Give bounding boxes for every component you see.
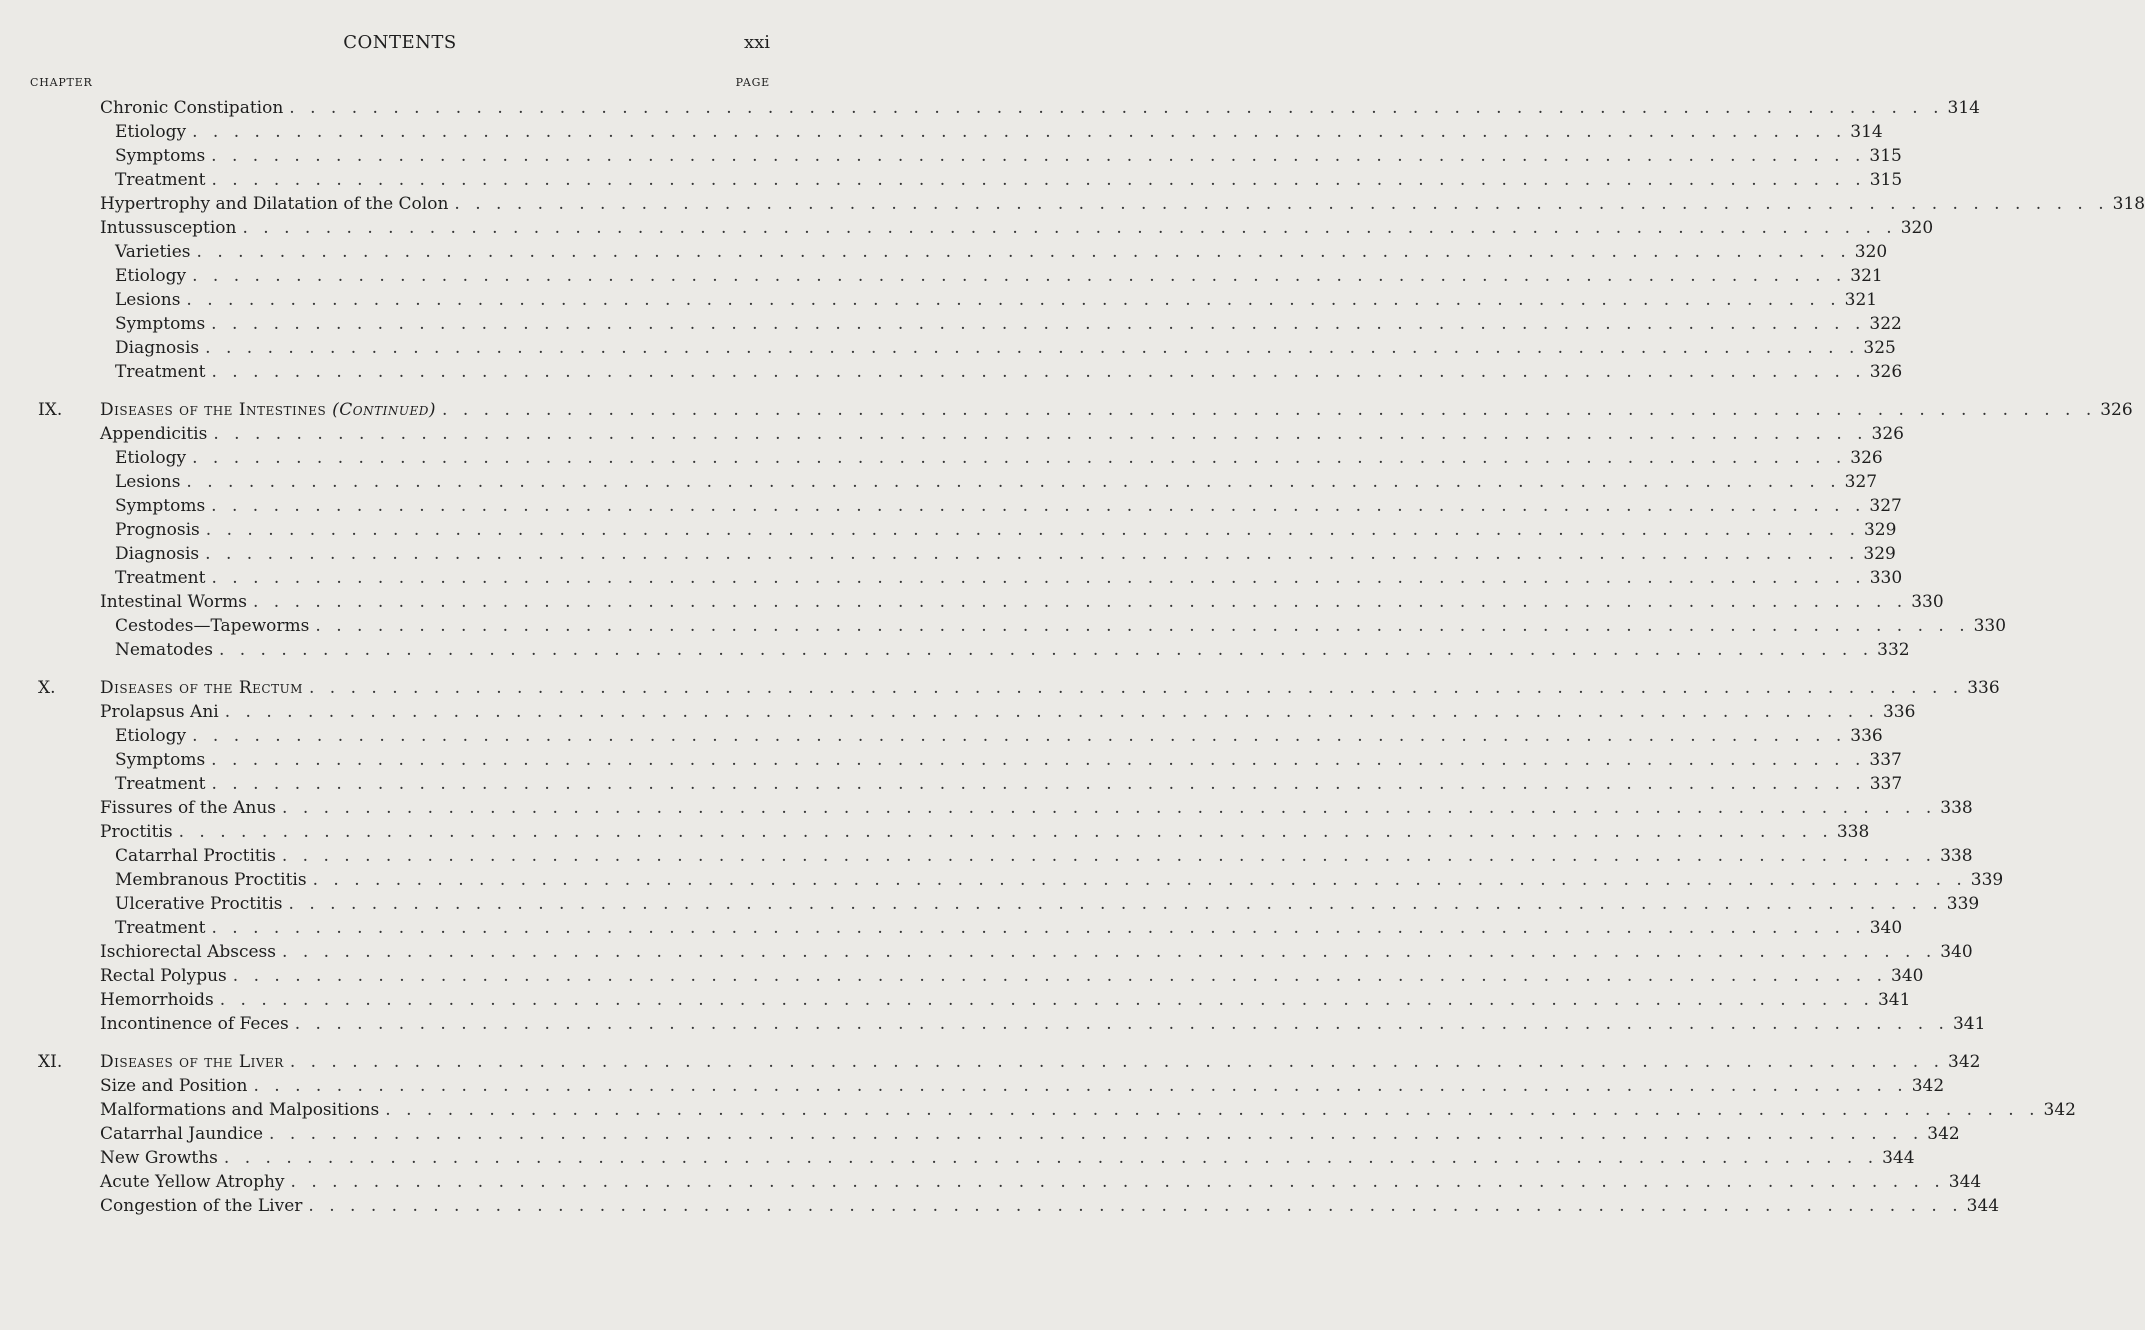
- chapter-note: (Continued): [332, 400, 437, 420]
- entry-page-number: 340: [1940, 942, 1973, 962]
- dot-leader: . . . . . . . . . . . . . . . . . . . . . . . . . . . . . . . . . . . . . . . . . . . . . . . . . . . . . . . . . . . . . . . . . . . . . . . . . . . . . . . .: [253, 1076, 1908, 1096]
- toc-entry: [115, 748, 1902, 772]
- dot-leader: . . . . . . . . . . . . . . . . . . . . . . . . . . . . . . . . . . . . . . . . . . . . . . . . . . . . . . . . . . . . . . . . . . . . . . . . . . . . . . . .: [211, 362, 1866, 382]
- chapter-number: X.: [38, 678, 56, 698]
- toc-entry: [100, 1012, 1986, 1036]
- subentry-row[interactable]: [0, 724, 1883, 748]
- subentry-row[interactable]: [0, 470, 1878, 494]
- entry-label: Prognosis: [115, 520, 200, 540]
- entry-row[interactable]: [0, 988, 1911, 1012]
- entry-page-number: 326: [1850, 448, 1883, 468]
- entry-page-number: 318: [2112, 194, 2145, 214]
- dot-leader: . . . . . . . . . . . . . . . . . . . . . . . . . . . . . . . . . . . . . . . . . . . . . . . . . . . . . . . . . . . . . . . . . . . . . . . . . . . . . . . .: [242, 218, 1897, 238]
- entry-row[interactable]: [0, 1012, 1986, 1036]
- dot-leader: . . . . . . . . . . . . . . . . . . . . . . . . . . . . . . . . . . . . . . . . . . . . . . . . . . . . . . . . . . . . . . . . . . . . . . . . . . . . . . . .: [454, 194, 2109, 214]
- dot-leader: . . . . . . . . . . . . . . . . . . . . . . . . . . . . . . . . . . . . . . . . . . . . . . . . . . . . . . . . . . . . . . . . . . . . . . . . . . . . . . . .: [315, 616, 1970, 636]
- toc-entry: [115, 120, 1883, 144]
- toc-entry: [100, 964, 1924, 988]
- dot-leader: . . . . . . . . . . . . . . . . . . . . . . . . . . . . . . . . . . . . . . . . . . . . . . . . . . . . . . . . . . . . . . . . . . . . . . . . . . . . . . . .: [288, 894, 1943, 914]
- entry-page-number: 325: [1863, 338, 1896, 358]
- subentry-row[interactable]: [0, 518, 1897, 542]
- entry-label: Lesions: [115, 472, 181, 492]
- dot-leader: . . . . . . . . . . . . . . . . . . . . . . . . . . . . . . . . . . . . . . . . . . . . . . . . . . . . . . . . . . . . . . . . . . . . . . . . . . . . . . . .: [205, 544, 1860, 564]
- entry-label: Rectal Polypus: [100, 966, 227, 986]
- group-spacer: [0, 662, 800, 676]
- entry-page-number: 341: [1877, 990, 1911, 1010]
- toc-entry: [115, 168, 1903, 192]
- entry-row[interactable]: [0, 216, 1934, 240]
- toc-entry: [100, 1194, 2000, 1218]
- subentry-row[interactable]: [0, 868, 2004, 892]
- toc-entry: [100, 796, 1973, 820]
- toc-entry: [115, 542, 1896, 566]
- entry-page-number: 314: [1850, 122, 1883, 142]
- chapter-title: Diseases of the Intestines (Continued): [100, 400, 437, 420]
- entry-page-number: 326: [1869, 362, 1903, 382]
- group-spacer: [0, 384, 800, 398]
- entry-label: Proctitis: [100, 822, 173, 842]
- entry-page-number: 337: [1869, 774, 1903, 794]
- entry-page-number: 342: [2043, 1100, 2076, 1120]
- entry-label: Treatment: [115, 774, 206, 794]
- entry-page-number: 337: [1869, 750, 1902, 770]
- subentry-row[interactable]: [0, 336, 1896, 360]
- dot-leader: . . . . . . . . . . . . . . . . . . . . . . . . . . . . . . . . . . . . . . . . . . . . . . . . . . . . . . . . . . . . . . . . . . . . . . . . . . . . . . . .: [223, 1148, 1879, 1168]
- chapter-entry: [100, 676, 2000, 700]
- entry-page-number: 322: [1869, 314, 1902, 334]
- dot-leader: . . . . . . . . . . . . . . . . . . . . . . . . . . . . . . . . . . . . . . . . . . . . . . . . . . . . . . . . . . . . . . . . . . . . . . . . . . . . . . . .: [211, 750, 1866, 770]
- dot-leader: . . . . . . . . . . . . . . . . . . . . . . . . . . . . . . . . . . . . . . . . . . . . . . . . . . . . . . . . . . . . . . . . . . . . . . . . . . . . . . . .: [224, 702, 1879, 722]
- entry-page-number: 321: [1844, 290, 1878, 310]
- subentry-row[interactable]: [0, 446, 1883, 470]
- toc-entry: [100, 940, 1973, 964]
- toc-entry: [115, 336, 1896, 360]
- toc-entry: [115, 772, 1903, 796]
- entry-page-number: 340: [1891, 966, 1924, 986]
- page-column-head: PAGE: [735, 76, 770, 89]
- toc-entry: [115, 614, 2007, 638]
- entry-label: Symptoms: [115, 146, 206, 166]
- entry-page-number: 330: [1911, 592, 1944, 612]
- dot-leader: . . . . . . . . . . . . . . . . . . . . . . . . . . . . . . . . . . . . . . . . . . . . . . . . . . . . . . . . . . . . . . . . . . . . . . . . . . . . . . . .: [290, 1172, 1945, 1192]
- entry-label: Nematodes: [115, 640, 213, 660]
- entry-label: Symptoms: [115, 750, 206, 770]
- dot-leader: . . . . . . . . . . . . . . . . . . . . . . . . . . . . . . . . . . . . . . . . . . . . . . . . . . . . . . . . . . . . . . . . . . . . . . . . . . . . . . . .: [289, 1052, 1945, 1072]
- dot-leader: . . . . . . . . . . . . . . . . . . . . . . . . . . . . . . . . . . . . . . . . . . . . . . . . . . . . . . . . . . . . . . . . . . . . . . . . . . . . . . . .: [211, 774, 1866, 794]
- entry-label: Treatment: [115, 170, 206, 190]
- entry-page-number: 344: [1948, 1172, 1982, 1192]
- dot-leader: . . . . . . . . . . . . . . . . . . . . . . . . . . . . . . . . . . . . . . . . . . . . . . . . . . . . . . . . . . . . . . . . . . . . . . . . . . . . . . . .: [178, 822, 1833, 842]
- page-title: CONTENTS: [343, 32, 457, 53]
- toc-entry: [115, 518, 1897, 542]
- toc-entry: [100, 192, 2145, 216]
- toc-entry: [100, 590, 1944, 614]
- toc-entry: [100, 820, 1870, 844]
- entry-page-number: 339: [1946, 894, 1980, 914]
- toc-entry: [100, 1146, 1915, 1170]
- entry-page-number: 315: [1869, 170, 1903, 190]
- table-of-contents: [0, 96, 2145, 1218]
- toc-entry: [115, 724, 1883, 748]
- dot-leader: . . . . . . . . . . . . . . . . . . . . . . . . . . . . . . . . . . . . . . . . . . . . . . . . . . . . . . . . . . . . . . . . . . . . . . . . . . . . . . . .: [282, 798, 1937, 818]
- chapter-number: IX.: [38, 400, 63, 420]
- entry-page-number: 338: [1940, 798, 1973, 818]
- entry-page-number: 314: [1947, 98, 1980, 118]
- subentry-row[interactable]: [0, 264, 1883, 288]
- toc-entry: [115, 916, 1903, 940]
- dot-leader: . . . . . . . . . . . . . . . . . . . . . . . . . . . . . . . . . . . . . . . . . . . . . . . . . . . . . . . . . . . . . . . . . . . . . . . . . . . . . . . .: [282, 942, 1937, 962]
- entry-page-number: 326: [1871, 424, 1904, 444]
- group-spacer: [0, 1036, 800, 1050]
- entry-label: Treatment: [115, 918, 206, 938]
- toc-entry: [100, 700, 1916, 724]
- chapter-entry: [100, 1050, 1981, 1074]
- entry-page-number: 341: [1952, 1014, 1986, 1034]
- subentry-row[interactable]: [0, 566, 1903, 590]
- chapter-title: Diseases of the Rectum: [100, 678, 303, 698]
- subentry-row[interactable]: [0, 844, 1973, 868]
- entry-label: Chronic Constipation: [100, 98, 284, 118]
- dot-leader: . . . . . . . . . . . . . . . . . . . . . . . . . . . . . . . . . . . . . . . . . . . . . . . . . . . . . . . . . . . . . . . . . . . . . . . . . . . . . . . .: [308, 678, 1964, 698]
- dot-leader: . . . . . . . . . . . . . . . . . . . . . . . . . . . . . . . . . . . . . . . . . . . . . . . . . . . . . . . . . . . . . . . . . . . . . . . . . . . . . . . .: [219, 990, 1874, 1010]
- entry-row[interactable]: [0, 940, 1973, 964]
- dot-leader: . . . . . . . . . . . . . . . . . . . . . . . . . . . . . . . . . . . . . . . . . . . . . . . . . . . . . . . . . . . . . . . . . . . . . . . . . . . . . . . .: [211, 496, 1866, 516]
- entry-label: Varieties: [115, 242, 191, 262]
- subentry-row[interactable]: [0, 312, 1902, 336]
- page-header: [0, 32, 800, 56]
- toc-entry: [100, 1122, 1960, 1146]
- entry-label: Diagnosis: [115, 544, 200, 564]
- entry-page-number: 336: [1882, 702, 1916, 722]
- dot-leader: . . . . . . . . . . . . . . . . . . . . . . . . . . . . . . . . . . . . . . . . . . . . . . . . . . . . . . . . . . . . . . . . . . . . . . . . . . . . . . . .: [218, 640, 1874, 660]
- dot-leader: . . . . . . . . . . . . . . . . . . . . . . . . . . . . . . . . . . . . . . . . . . . . . . . . . . . . . . . . . . . . . . . . . . . . . . . . . . . . . . . .: [308, 1196, 1963, 1216]
- entry-page-number: 321: [1850, 266, 1883, 286]
- entry-label: Treatment: [115, 568, 206, 588]
- subentry-row[interactable]: [0, 748, 1902, 772]
- toc-entry: [115, 264, 1883, 288]
- toc-entry: [115, 638, 1910, 662]
- chapter-title: Diseases of the Liver: [100, 1052, 284, 1072]
- chapter-page-number: 326: [2100, 400, 2133, 420]
- entry-label: Catarrhal Jaundice: [100, 1124, 264, 1144]
- toc-entry: [115, 844, 1973, 868]
- toc-entry: [115, 868, 2004, 892]
- entry-label: Hypertrophy and Dilatation of the Colon: [100, 194, 449, 214]
- entry-row[interactable]: [0, 1146, 1915, 1170]
- entry-row[interactable]: [0, 192, 2145, 216]
- toc-entry: [100, 96, 1980, 120]
- dot-leader: . . . . . . . . . . . . . . . . . . . . . . . . . . . . . . . . . . . . . . . . . . . . . . . . . . . . . . . . . . . . . . . . . . . . . . . . . . . . . . . .: [232, 966, 1887, 986]
- entry-label: Etiology: [115, 266, 187, 286]
- entry-label: Catarrhal Proctitis: [115, 846, 276, 866]
- entry-row[interactable]: [0, 422, 1904, 446]
- entry-row[interactable]: [0, 796, 1973, 820]
- subentry-row[interactable]: [0, 288, 1878, 312]
- entry-page-number: 338: [1940, 846, 1973, 866]
- toc-entry: [115, 470, 1878, 494]
- entry-label: Etiology: [115, 122, 187, 142]
- dot-leader: . . . . . . . . . . . . . . . . . . . . . . . . . . . . . . . . . . . . . . . . . . . . . . . . . . . . . . . . . . . . . . . . . . . . . . . . . . . . . . . .: [192, 726, 1847, 746]
- toc-entry: [115, 240, 1888, 264]
- subentry-row[interactable]: [0, 638, 1910, 662]
- subentry-row[interactable]: [0, 772, 1903, 796]
- subentry-row[interactable]: [0, 120, 1883, 144]
- entry-label: Diagnosis: [115, 338, 200, 358]
- toc-entry: [100, 988, 1911, 1012]
- dot-leader: . . . . . . . . . . . . . . . . . . . . . . . . . . . . . . . . . . . . . . . . . . . . . . . . . . . . . . . . . . . . . . . . . . . . . . . . . . . . . . . .: [211, 568, 1866, 588]
- dot-leader: . . . . . . . . . . . . . . . . . . . . . . . . . . . . . . . . . . . . . . . . . . . . . . . . . . . . . . . . . . . . . . . . . . . . . . . . . . . . . . . .: [192, 122, 1847, 142]
- chapter-column-head: CHAPTER: [30, 76, 93, 89]
- dot-leader: . . . . . . . . . . . . . . . . . . . . . . . . . . . . . . . . . . . . . . . . . . . . . . . . . . . . . . . . . . . . . . . . . . . . . . . . . . . . . . . .: [211, 918, 1866, 938]
- entry-row[interactable]: [0, 1194, 2000, 1218]
- subentry-row[interactable]: [0, 144, 1902, 168]
- entry-label: Intussusception: [100, 218, 237, 238]
- chapter-row[interactable]: [0, 1050, 1981, 1074]
- entry-page-number: 332: [1877, 640, 1910, 660]
- entry-label: Malformations and Malpositions: [100, 1100, 380, 1120]
- entry-page-number: 327: [1869, 496, 1902, 516]
- entry-row[interactable]: [0, 964, 1924, 988]
- subentry-row[interactable]: [0, 916, 1903, 940]
- dot-leader: . . . . . . . . . . . . . . . . . . . . . . . . . . . . . . . . . . . . . . . . . . . . . . . . . . . . . . . . . . . . . . . . . . . . . . . . . . . . . . . .: [205, 338, 1860, 358]
- entry-row[interactable]: [0, 700, 1916, 724]
- toc-entry: [115, 892, 1980, 916]
- toc-entry: [115, 494, 1902, 518]
- toc-entry: [115, 566, 1903, 590]
- toc-entry: [100, 1074, 1945, 1098]
- toc-entry: [115, 288, 1878, 312]
- toc-entry: [115, 144, 1902, 168]
- entry-page-number: 338: [1836, 822, 1870, 842]
- toc-entry: [100, 1098, 2076, 1122]
- entry-label: Symptoms: [115, 314, 206, 334]
- entry-page-number: 339: [1970, 870, 2004, 890]
- dot-leader: . . . . . . . . . . . . . . . . . . . . . . . . . . . . . . . . . . . . . . . . . . . . . . . . . . . . . . . . . . . . . . . . . . . . . . . . . . . . . . . .: [281, 846, 1937, 866]
- dot-leader: . . . . . . . . . . . . . . . . . . . . . . . . . . . . . . . . . . . . . . . . . . . . . . . . . . . . . . . . . . . . . . . . . . . . . . . . . . . . . . . .: [253, 592, 1908, 612]
- subentry-row[interactable]: [0, 542, 1896, 566]
- entry-label: New Growths: [100, 1148, 218, 1168]
- dot-leader: . . . . . . . . . . . . . . . . . . . . . . . . . . . . . . . . . . . . . . . . . . . . . . . . . . . . . . . . . . . . . . . . . . . . . . . . . . . . . . . .: [211, 314, 1866, 334]
- entry-label: Size and Position: [100, 1076, 248, 1096]
- toc-entry: [100, 1170, 1982, 1194]
- entry-label: Acute Yellow Atrophy: [100, 1172, 285, 1192]
- dot-leader: . . . . . . . . . . . . . . . . . . . . . . . . . . . . . . . . . . . . . . . . . . . . . . . . . . . . . . . . . . . . . . . . . . . . . . . . . . . . . . . .: [269, 1124, 1924, 1144]
- dot-leader: . . . . . . . . . . . . . . . . . . . . . . . . . . . . . . . . . . . . . . . . . . . . . . . . . . . . . . . . . . . . . . . . . . . . . . . . . . . . . . . .: [289, 98, 1944, 118]
- chapter-page-number: 336: [1967, 678, 2000, 698]
- entry-page-number: 320: [1900, 218, 1934, 238]
- dot-leader: . . . . . . . . . . . . . . . . . . . . . . . . . . . . . . . . . . . . . . . . . . . . . . . . . . . . . . . . . . . . . . . . . . . . . . . . . . . . . . . .: [442, 400, 2097, 420]
- dot-leader: . . . . . . . . . . . . . . . . . . . . . . . . . . . . . . . . . . . . . . . . . . . . . . . . . . . . . . . . . . . . . . . . . . . . . . . . . . . . . . . .: [196, 242, 1851, 262]
- dot-leader: . . . . . . . . . . . . . . . . . . . . . . . . . . . . . . . . . . . . . . . . . . . . . . . . . . . . . . . . . . . . . . . . . . . . . . . . . . . . . . . .: [294, 1014, 1949, 1034]
- subentry-row[interactable]: [0, 360, 1903, 384]
- subentry-row[interactable]: [0, 168, 1903, 192]
- entry-page-number: 342: [1927, 1124, 1960, 1144]
- entry-label: Etiology: [115, 726, 187, 746]
- dot-leader: . . . . . . . . . . . . . . . . . . . . . . . . . . . . . . . . . . . . . . . . . . . . . . . . . . . . . . . . . . . . . . . . . . . . . . . . . . . . . . . .: [211, 170, 1866, 190]
- entry-label: Lesions: [115, 290, 181, 310]
- entry-page-number: 327: [1844, 472, 1878, 492]
- dot-leader: . . . . . . . . . . . . . . . . . . . . . . . . . . . . . . . . . . . . . . . . . . . . . . . . . . . . . . . . . . . . . . . . . . . . . . . . . . . . . . . .: [205, 520, 1860, 540]
- entry-page-number: 320: [1854, 242, 1888, 262]
- dot-leader: . . . . . . . . . . . . . . . . . . . . . . . . . . . . . . . . . . . . . . . . . . . . . . . . . . . . . . . . . . . . . . . . . . . . . . . . . . . . . . . .: [186, 290, 1841, 310]
- subentry-row[interactable]: [0, 494, 1902, 518]
- entry-label: Congestion of the Liver: [100, 1196, 303, 1216]
- toc-entry: [100, 216, 1934, 240]
- dot-leader: . . . . . . . . . . . . . . . . . . . . . . . . . . . . . . . . . . . . . . . . . . . . . . . . . . . . . . . . . . . . . . . . . . . . . . . . . . . . . . . .: [192, 448, 1847, 468]
- chapter-number: XI.: [38, 1052, 63, 1072]
- chapter-row[interactable]: [0, 398, 2133, 422]
- entry-label: Ulcerative Proctitis: [115, 894, 283, 914]
- entry-label: Etiology: [115, 448, 187, 468]
- entry-label: Cestodes—Tapeworms: [115, 616, 310, 636]
- entry-label: Symptoms: [115, 496, 206, 516]
- entry-label: Fissures of the Anus: [100, 798, 277, 818]
- chapter-row[interactable]: [0, 676, 2000, 700]
- entry-page-number: 336: [1850, 726, 1883, 746]
- dot-leader: . . . . . . . . . . . . . . . . . . . . . . . . . . . . . . . . . . . . . . . . . . . . . . . . . . . . . . . . . . . . . . . . . . . . . . . . . . . . . . . .: [385, 1100, 2040, 1120]
- entry-row[interactable]: [0, 96, 1980, 120]
- chapter-entry: [100, 398, 2133, 422]
- subentry-row[interactable]: [0, 614, 2007, 638]
- entry-page-number: 329: [1863, 520, 1897, 540]
- dot-leader: . . . . . . . . . . . . . . . . . . . . . . . . . . . . . . . . . . . . . . . . . . . . . . . . . . . . . . . . . . . . . . . . . . . . . . . . . . . . . . . .: [186, 472, 1841, 492]
- dot-leader: . . . . . . . . . . . . . . . . . . . . . . . . . . . . . . . . . . . . . . . . . . . . . . . . . . . . . . . . . . . . . . . . . . . . . . . . . . . . . . . .: [213, 424, 1868, 444]
- dot-leader: . . . . . . . . . . . . . . . . . . . . . . . . . . . . . . . . . . . . . . . . . . . . . . . . . . . . . . . . . . . . . . . . . . . . . . . . . . . . . . . .: [312, 870, 1967, 890]
- dot-leader: . . . . . . . . . . . . . . . . . . . . . . . . . . . . . . . . . . . . . . . . . . . . . . . . . . . . . . . . . . . . . . . . . . . . . . . . . . . . . . . .: [192, 266, 1847, 286]
- entry-row[interactable]: [0, 820, 1870, 844]
- toc-entry: [115, 360, 1903, 384]
- entry-row[interactable]: [0, 1098, 2076, 1122]
- entry-page-number: 340: [1869, 918, 1903, 938]
- subentry-row[interactable]: [0, 892, 1980, 916]
- entry-row[interactable]: [0, 1074, 1945, 1098]
- entry-page-number: 330: [1973, 616, 2007, 636]
- entry-label: Treatment: [115, 362, 206, 382]
- dot-leader: . . . . . . . . . . . . . . . . . . . . . . . . . . . . . . . . . . . . . . . . . . . . . . . . . . . . . . . . . . . . . . . . . . . . . . . . . . . . . . . .: [211, 146, 1866, 166]
- entry-row[interactable]: [0, 1122, 1960, 1146]
- entry-row[interactable]: [0, 590, 1944, 614]
- toc-entry: [115, 312, 1902, 336]
- page-folio: xxi: [743, 32, 770, 53]
- entry-label: Intestinal Worms: [100, 592, 247, 612]
- entry-page-number: 330: [1869, 568, 1903, 588]
- entry-label: Incontinence of Feces: [100, 1014, 289, 1034]
- entry-page-number: 342: [1911, 1076, 1945, 1096]
- entry-label: Hemorrhoids: [100, 990, 214, 1010]
- entry-label: Ischiorectal Abscess: [100, 942, 277, 962]
- toc-entry: [100, 422, 1904, 446]
- entry-label: Appendicitis: [100, 424, 208, 444]
- entry-page-number: 315: [1869, 146, 1902, 166]
- chapter-page-number: 342: [1948, 1052, 1981, 1072]
- toc-entry: [115, 446, 1883, 470]
- subentry-row[interactable]: [0, 240, 1888, 264]
- entry-page-number: 329: [1863, 544, 1896, 564]
- entry-row[interactable]: [0, 1170, 1982, 1194]
- entry-label: Membranous Proctitis: [115, 870, 307, 890]
- entry-page-number: 344: [1882, 1148, 1915, 1168]
- entry-page-number: 344: [1966, 1196, 2000, 1216]
- entry-label: Prolapsus Ani: [100, 702, 219, 722]
